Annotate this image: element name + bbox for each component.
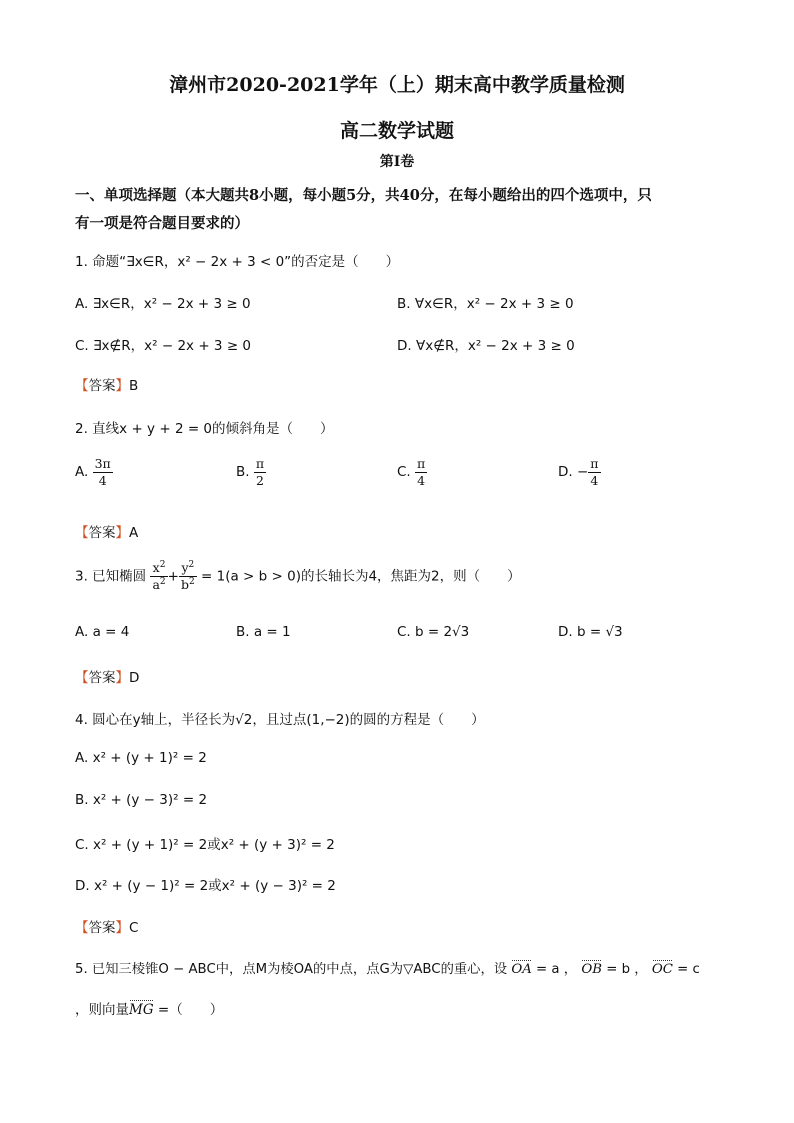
question-3-stem: 3. 已知椭圆 $\frac{x^2}{a^2}$ + $\frac{y^2}{b^2}$ = 1(a > b > 0)的长轴长为4，焦距为2，则（ ） — [75, 560, 521, 592]
question-3-option-b: B. a = 1 — [236, 624, 291, 640]
question-1-option-a: A. ∃x∈R，x² − 2x + 3 ≥ 0 — [75, 296, 251, 312]
question-3-option-a: A. a = 4 — [75, 624, 130, 640]
vector-mg: MG — [129, 1002, 154, 1018]
page-title: 漳州市2020-2021学年（上）期末高中教学质量检测 — [169, 74, 625, 96]
question-1-option-c: C. ∃x∉R，x² − 2x + 3 ≥ 0 — [75, 338, 252, 354]
question-4-stem: 4. 圆心在y轴上，半径长为√2，且过点(1,−2)的圆的方程是（ ） — [75, 712, 485, 728]
page-subtitle: 高二数学试题 — [339, 120, 454, 142]
question-1-stem: 1. 命题“∃x∈R，x² − 2x + 3 < 0”的否定是（ ） — [75, 254, 400, 270]
question-3-answer: 【答案】D — [75, 670, 140, 686]
question-5-stem-line1: 5. 已知三棱锥O − ABC中，点M为棱OA的中点，点G为▽ABC的重心，设 OA = a ， OB = b ， OC = c — [75, 962, 700, 977]
ellipse-fraction-y: $\frac{y^2}{b^2}$ — [180, 560, 195, 592]
question-4-option-b: B. x² + (y − 3)² = 2 — [75, 792, 208, 808]
fraction: $\frac{\pi}{4}$ — [417, 456, 426, 488]
vector-oa: OA — [511, 962, 532, 977]
question-4-option-a: A. x² + (y + 1)² = 2 — [75, 750, 207, 766]
question-5-stem-line2: ，则向量MG =（ ） — [75, 1002, 224, 1018]
question-2-stem: 2. 直线x + y + 2 = 0的倾斜角是（ ） — [75, 421, 334, 437]
question-4-option-d: D. x² + (y − 1)² = 2或x² + (y − 3)² = 2 — [75, 878, 336, 894]
fraction: $\frac{3\pi}{4}$ — [94, 456, 111, 488]
question-4-answer: 【答案】C — [75, 920, 139, 936]
fraction: $\frac{\pi}{2}$ — [255, 456, 265, 488]
question-1-option-b: B. ∀x∈R，x² − 2x + 3 ≥ 0 — [397, 296, 574, 312]
section-heading-line1: 一、单项选择题（本大题共8小题，每小题5分，共40分，在每小题给出的四个选项中，只 — [75, 187, 652, 204]
fraction: $\frac{\pi}{4}$ — [590, 456, 599, 488]
question-2-option-b: B. $\frac{\pi}{2}$ — [236, 456, 265, 488]
vector-ob: OB — [581, 962, 603, 977]
question-4-option-c: C. x² + (y + 1)² = 2或x² + (y + 3)² = 2 — [75, 837, 335, 853]
volume-label: 第Ⅰ卷 — [379, 154, 415, 170]
question-1-answer: 【答案】B — [75, 378, 139, 394]
question-2-answer: 【答案】A — [75, 525, 139, 541]
question-3-option-d: D. b = √3 — [558, 624, 623, 640]
section-heading-line2: 有一项是符合题目要求的） — [75, 215, 249, 232]
question-2-option-a: A. $\frac{3\pi}{4}$ — [75, 456, 111, 488]
vector-oc: OC — [651, 962, 673, 977]
ellipse-fraction-x: $\frac{x^2}{a^2}$ — [152, 560, 166, 592]
question-2-option-c: C. $\frac{\pi}{4}$ — [397, 456, 426, 488]
question-1-option-d: D. ∀x∉R，x² − 2x + 3 ≥ 0 — [397, 338, 575, 354]
question-2-option-d: D. − $\frac{\pi}{4}$ — [558, 456, 599, 488]
question-3-option-c: C. b = 2√3 — [397, 624, 470, 640]
